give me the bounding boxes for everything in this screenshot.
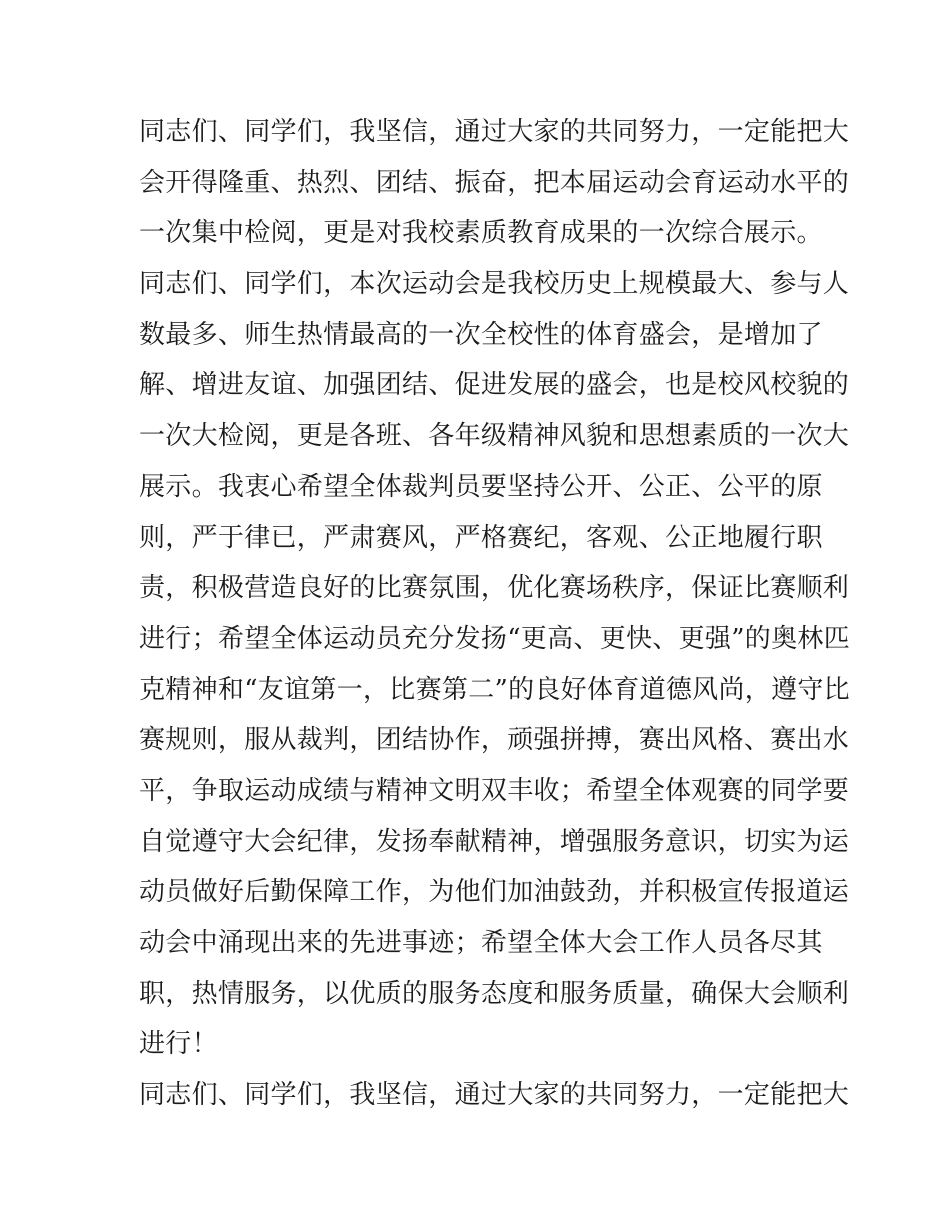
text-line: 动员做好后勤保障工作，为他们加油鼓劲，并积极宣传报道运 bbox=[139, 877, 850, 908]
text-line: 职，热情服务，以优质的服务态度和服务质量，确保大会顺利 bbox=[139, 978, 850, 1009]
text-line: 一次大检阅，更是各班、各年级精神风貌和思想素质的一次大 bbox=[139, 421, 850, 452]
text-line: 一次集中检阅，更是对我校素质教育成果的一次综合展示。 bbox=[139, 218, 823, 249]
text-line: 动会中涌现出来的先进事迹；希望全体大会工作人员各尽其 bbox=[139, 928, 823, 958]
text-line: 自觉遵守大会纪律，发扬奉献精神，增强服务意识，切实为运 bbox=[139, 826, 850, 857]
text-line: 同志们、同学们，我坚信，通过大家的共同努力，一定能把大 bbox=[139, 1080, 850, 1111]
text-line: 展示。我衷心希望全体裁判员要坚持公开、公正、公平的原 bbox=[139, 471, 823, 502]
text-line: 赛规则，服从裁判，团结协作，顽强拼搏，赛出风格、赛出水 bbox=[139, 725, 850, 756]
text-line: 责，积极营造良好的比赛氛围，优化赛场秩序，保证比赛顺利 bbox=[139, 573, 850, 604]
document-body bbox=[139, 107, 850, 1121]
text-line: 同志们、同学们，本次运动会是我校历史上规模最大、参与人 bbox=[139, 269, 850, 300]
text-line: 数最多、师生热情最高的一次全校性的体育盛会，是增加了 bbox=[139, 319, 823, 350]
text-line: 会开得隆重、热烈、团结、振奋，把本届运动会育运动水平的 bbox=[139, 167, 850, 198]
text-line: 则，严于律已，严肃赛风，严格赛纪，客观、公正地履行职 bbox=[139, 522, 823, 553]
text-line: 同志们、同学们，我坚信，通过大家的共同努力，一定能把大 bbox=[139, 117, 850, 147]
text-line: 解、增进友谊、加强团结、促进发展的盛会，也是校风校貌的 bbox=[139, 370, 850, 401]
text-line: 平，争取运动成绩与精神文明双丰收；希望全体观赛的同学要 bbox=[139, 775, 850, 806]
text-line: 进行！ bbox=[139, 1029, 218, 1060]
text-line: 进行；希望全体运动员充分发扬“更高、更快、更强”的奥林匹 bbox=[139, 623, 850, 654]
text-line: 克精神和“友谊第一，比赛第二”的良好体育道德风尚，遵守比 bbox=[139, 674, 850, 705]
